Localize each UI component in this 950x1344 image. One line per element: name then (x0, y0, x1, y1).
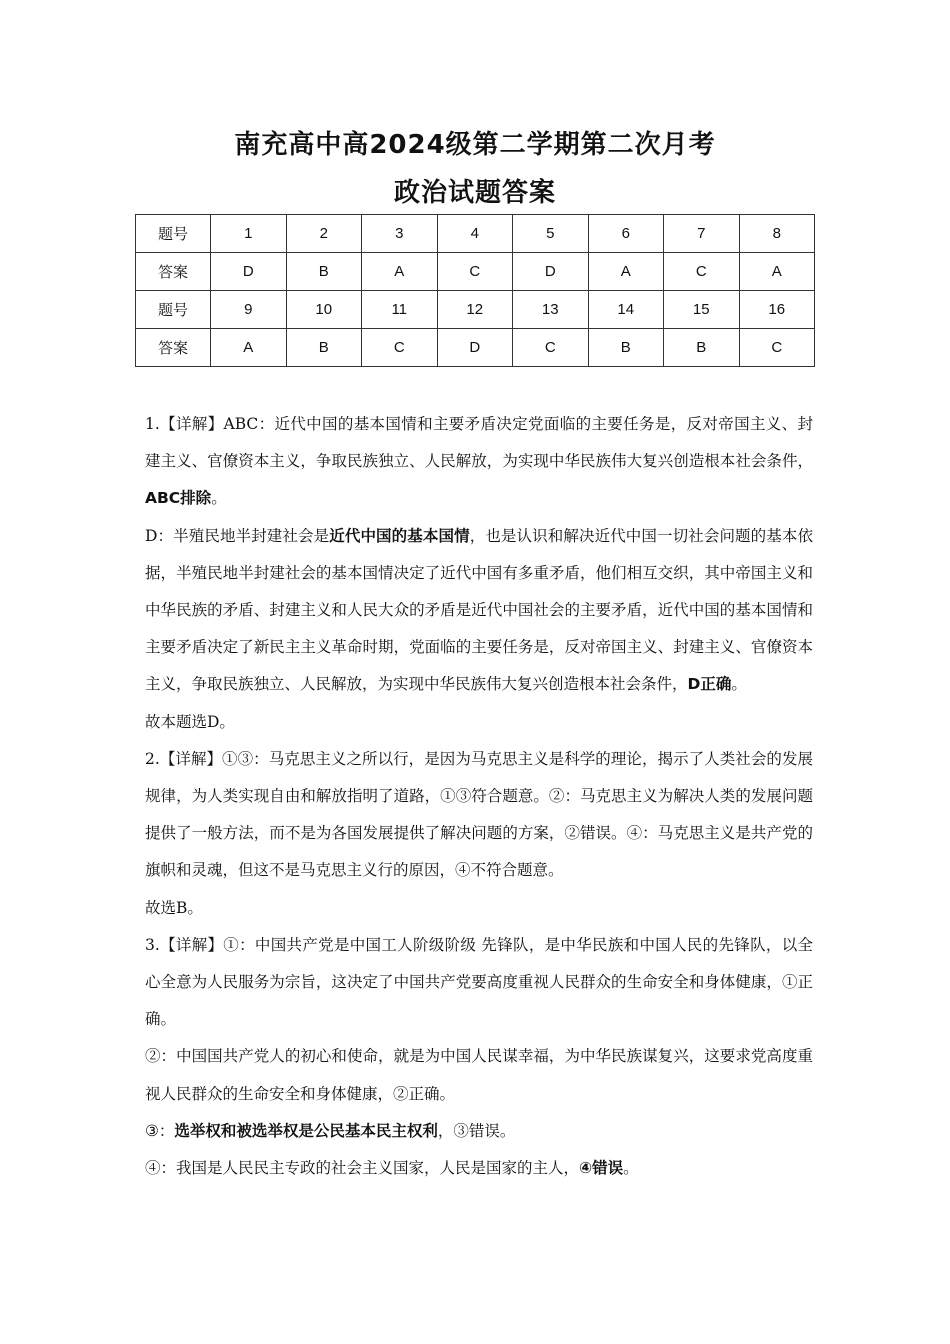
table-cell: 3 (362, 215, 438, 253)
table-cell: 7 (664, 215, 740, 253)
table-cell: B (588, 329, 664, 367)
page-title: 南充高中高2024级第二学期第二次月考 (234, 130, 716, 160)
q1-bold: ABC排除 (145, 489, 212, 508)
table-cell: 2 (286, 215, 362, 253)
q3-paragraph-2: ②：中国国共产党人的初心和使命，就是为中国人民谋幸福，为中华民族谋复兴，这要求党高度重视人民群众的生命安全和身体健康，②正确。 (145, 1047, 813, 1103)
table-cell: D (211, 253, 287, 291)
table-row (136, 329, 815, 367)
q1-p2-bold1: 近代中国的基本国情 (329, 526, 470, 545)
table-row-label: 题号 (136, 291, 211, 329)
table-row-label: 答案 (136, 253, 211, 291)
q3-paragraph-1: 3.【详解】①：中国共产党是中国工人阶级阶级 先锋队，是中华民族和中国人民的先锋队，以全心全意为人民服务为宗旨，这决定了中国共产党要高度重视人民群众的生命安全和身体健康，①正确。 (145, 935, 813, 1029)
q1-end: 。 (211, 489, 227, 508)
table-cell: C (739, 329, 815, 367)
table-cell: 6 (588, 215, 664, 253)
q3-p3-bold: 选举权和被选举权是公民基本民主权利 (174, 1121, 438, 1140)
page-subtitle: 政治试题答案 (393, 178, 556, 208)
table-cell: 5 (513, 215, 589, 253)
table-cell: 15 (664, 291, 740, 329)
table-cell: 1 (211, 215, 287, 253)
table-row-label: 题号 (136, 215, 211, 253)
table-cell: D (513, 253, 589, 291)
q3-p3-end: ，③错误。 (437, 1121, 516, 1140)
table-cell: B (664, 329, 740, 367)
q1-p2-mid: ，也是认识和解决近代中国一切社会问题的基本依据，半殖民地半封建社会的基本国情决定了近代中国有多重矛盾，他们相互交织，其中帝国主义和中华民族的矛盾、封建主义和人民大众的矛盾是近代中国社会的主要矛盾，近代中国的基本国情和主要矛盾决定了新民主主义革命时期，党面临的主要任务是，反对帝国主义、封建主义、官僚资本主义，争取民族独立、人民解放，为实现中华民族伟大复兴创造根本社会条件， (145, 526, 813, 694)
q1-text: 1.【详解】ABC：近代中国的基本国情和主要矛盾决定党面临的主要任务是，反对帝国主义、封建主义、官僚资本主义，争取民族独立、人民解放，为实现中华民族伟大复兴创造根本社会条件， (145, 415, 813, 471)
table-cell: 11 (362, 291, 438, 329)
table-cell: 16 (739, 291, 815, 329)
table-cell: 10 (286, 291, 362, 329)
q2-conclusion: 故选B。 (145, 898, 203, 917)
table-cell: C (513, 329, 589, 367)
table-row (136, 253, 815, 291)
q3-p3-start: ③： (145, 1121, 175, 1140)
q1-paragraph-2 (145, 518, 813, 704)
table-cell: 12 (437, 291, 513, 329)
q2-paragraph: 2.【详解】①③：马克思主义之所以行，是因为马克思主义是科学的理论，揭示了人类社会的发展规律，为人类实现自由和解放指明了道路，①③符合题意。②：马克思主义为解决人类的发展问题提供了一般方法，而不是为各国发展提供了解决问题的方案，②错误。④：马克思主义是共产党的旗帜和灵魂，但这不是马克思主义行的原因，④不符合题意。 (145, 749, 813, 880)
table-cell: 13 (513, 291, 589, 329)
table-cell: C (664, 253, 740, 291)
table-cell: 4 (437, 215, 513, 253)
table-cell: D (437, 329, 513, 367)
q3-p4-bold: ④错误 (579, 1159, 624, 1178)
table-row (136, 215, 815, 253)
table-cell: B (286, 253, 362, 291)
table-cell: C (362, 329, 438, 367)
explanations (145, 406, 813, 1187)
table-row (136, 291, 815, 329)
table-cell: 8 (739, 215, 815, 253)
table-cell: A (739, 253, 815, 291)
table-cell: 9 (211, 291, 287, 329)
table-cell: C (437, 253, 513, 291)
q1-p2-end: 。 (731, 675, 747, 694)
table-row-label: 答案 (136, 329, 211, 367)
table-cell: 14 (588, 291, 664, 329)
table-cell: B (286, 329, 362, 367)
q1-conclusion: 故本题选D。 (145, 712, 235, 731)
q3-paragraph-4 (145, 1150, 813, 1187)
table-cell: A (362, 253, 438, 291)
q1-p2-start: D：半殖民地半封建社会是 (145, 526, 330, 545)
table-cell: A (211, 329, 287, 367)
q1-p2-bold2: D正确 (687, 675, 732, 694)
q3-paragraph-3 (145, 1113, 813, 1150)
q1-paragraph-1 (145, 406, 813, 518)
answer-table (135, 214, 815, 367)
q3-p4-start: ④：我国是人民民主专政的社会主义国家，人民是国家的主人， (145, 1159, 580, 1178)
q3-p4-end: 。 (623, 1159, 639, 1178)
table-cell: A (588, 253, 664, 291)
